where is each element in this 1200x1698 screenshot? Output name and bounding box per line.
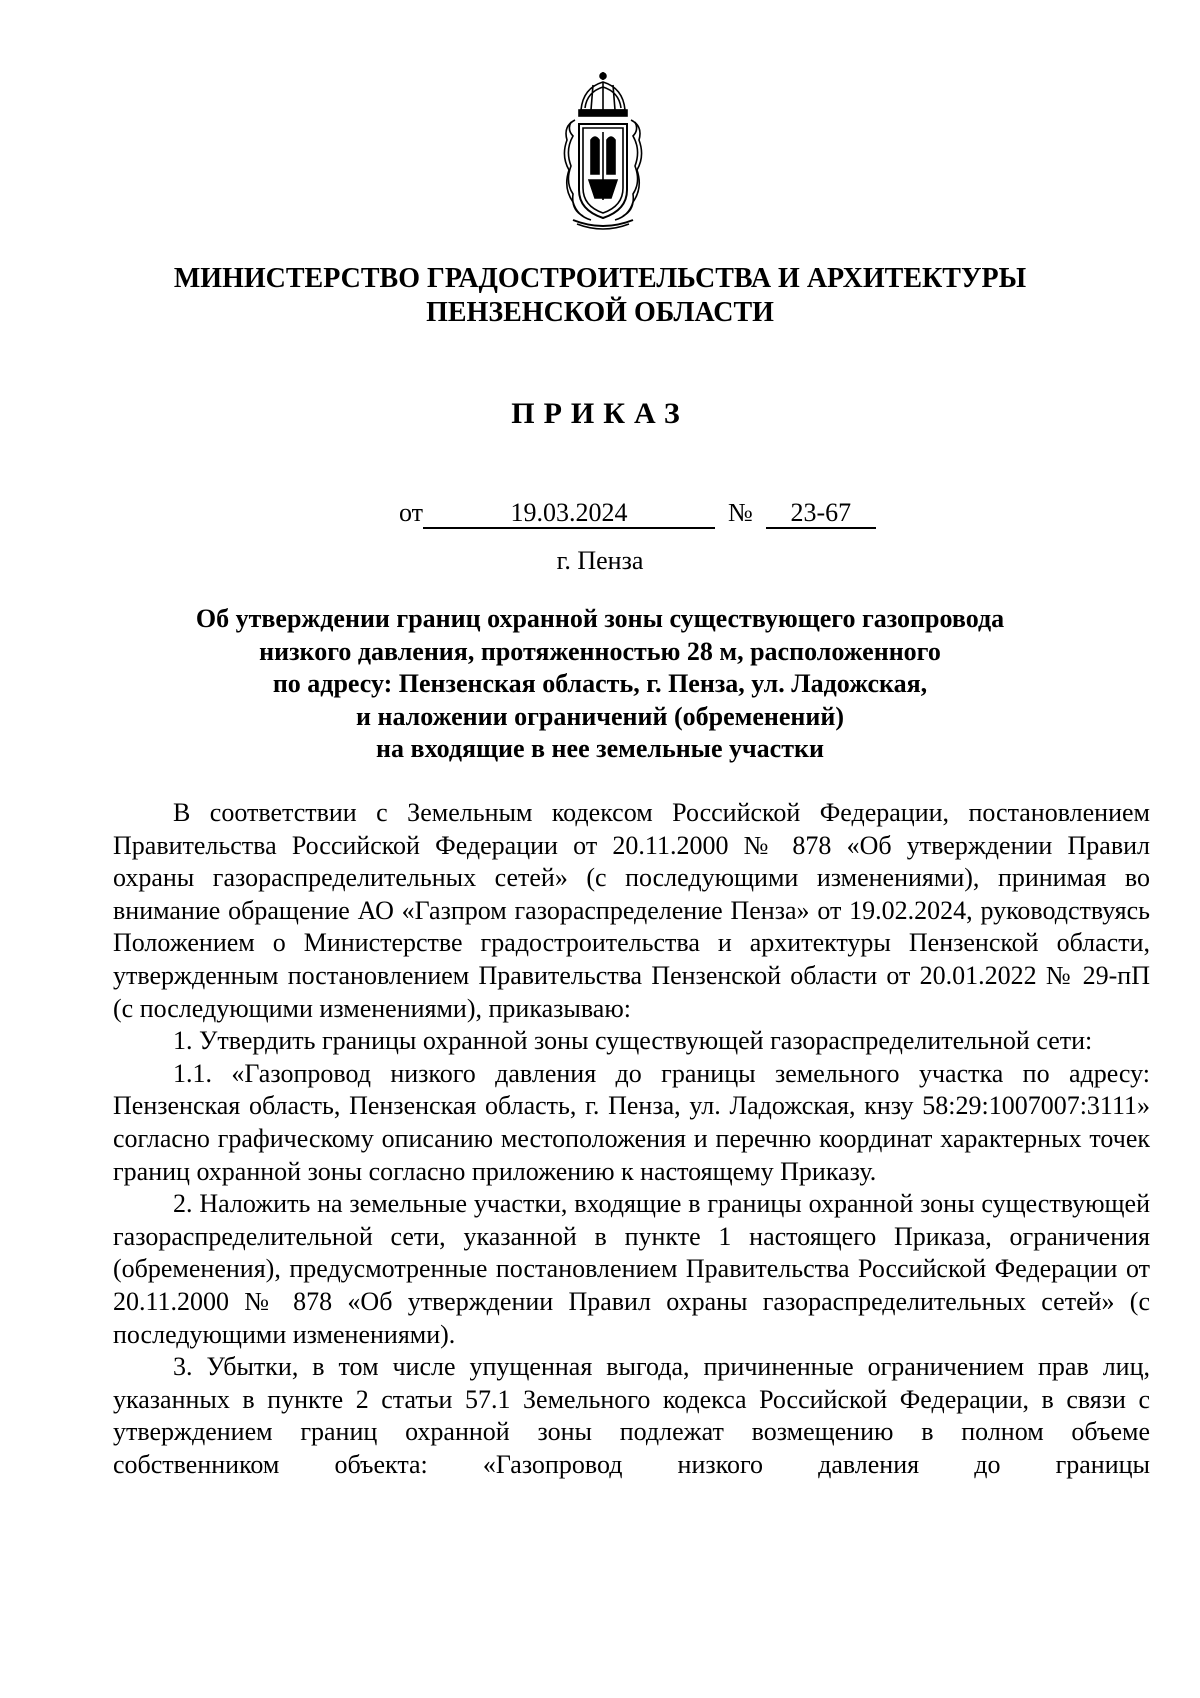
title-line-5: на входящие в нее земельные участки (376, 734, 824, 763)
document-title (0, 603, 1200, 766)
title-line-1: Об утверждении границ охранной зоны существующего газопровода (195, 604, 1005, 633)
document-body (113, 797, 1150, 1481)
penza-region-coat-of-arms-icon (561, 70, 645, 230)
title-line-3: по адресу: Пензенская область, г. Пенза, ул. Ладожская, (272, 669, 928, 698)
document-date: 19.03.2024 (423, 499, 715, 529)
number-prefix: № (728, 498, 753, 527)
title-line-4: и наложении ограничений (обременений) (355, 701, 845, 731)
item-3-paragraph: 3. Убытки, в том числе упущенная выгода, причиненные ограничением прав лиц, указанных в пункте 2 статьи 57.1 Земельного кодекса Российской Федерации, в связи с утверждением границ охранной зоны подлежат возмещению в полном объеме собственником объекта: «Газопровод низкого давления до границы (113, 1352, 1150, 1479)
preamble-paragraph: В соответствии с Земельным кодексом Российской Федерации, постановлением Правительства Российской Федерации от 20.11.2000 № 878 «Об утверждении Правил охраны газораспределительных сетей» (с последующими изменениями), принимая во внимание обращение АО «Газпром газораспределение Пенза» от 19.02.2024, руководствуясь Положением о Министерстве градостроительства и архитектуры Пензенской области, утвержденным постановлением Правительства Пензенской области от 20.01.2022 № 29-пП (с последующими изменениями), приказываю: (113, 798, 1150, 1023)
ministry-name (0, 262, 1200, 330)
item-2-paragraph: 2. Наложить на земельные участки, входящие в границы охранной зоны существующей газораспределительной сети, указанной в пункте 1 настоящего Приказа, ограничения (обременения), предусмотренные постановлением Правительства Российской Федерации от 20.11.2000 № 878 «Об утверждении Правил охраны газораспределительных сетей» (с последующими изменениями). (113, 1189, 1150, 1349)
date-prefix: от (399, 498, 424, 527)
document-city: г. Пенза (556, 546, 644, 575)
item-1-1-paragraph: 1.1. «Газопровод низкого давления до границы земельного участка по адресу: Пензенская область, Пензенская область, г. Пенза, ул. Ладожская, кнзу 58:29:1007007:3111» согласно графическому описанию местоположения и перечню координат характерных точек границ охранной зоны согласно приложению к настоящему Приказу. (113, 1058, 1150, 1186)
document-number: 23-67 (766, 499, 876, 529)
item-1-paragraph: 1. Утвердить границы охранной зоны существующей газораспределительной сети: (173, 1026, 1093, 1056)
document-type: ПРИКАЗ (511, 397, 689, 430)
title-line-2: низкого давления, протяженностью 28 м, расположенного (259, 636, 941, 666)
dateline (399, 497, 876, 529)
ministry-name-line-1: МИНИСТЕРСТВО ГРАДОСТРОИТЕЛЬСТВА И АРХИТЕКТУРЫ (173, 263, 1027, 294)
ministry-name-line-2: ПЕНЗЕНСКОЙ ОБЛАСТИ (426, 297, 774, 328)
